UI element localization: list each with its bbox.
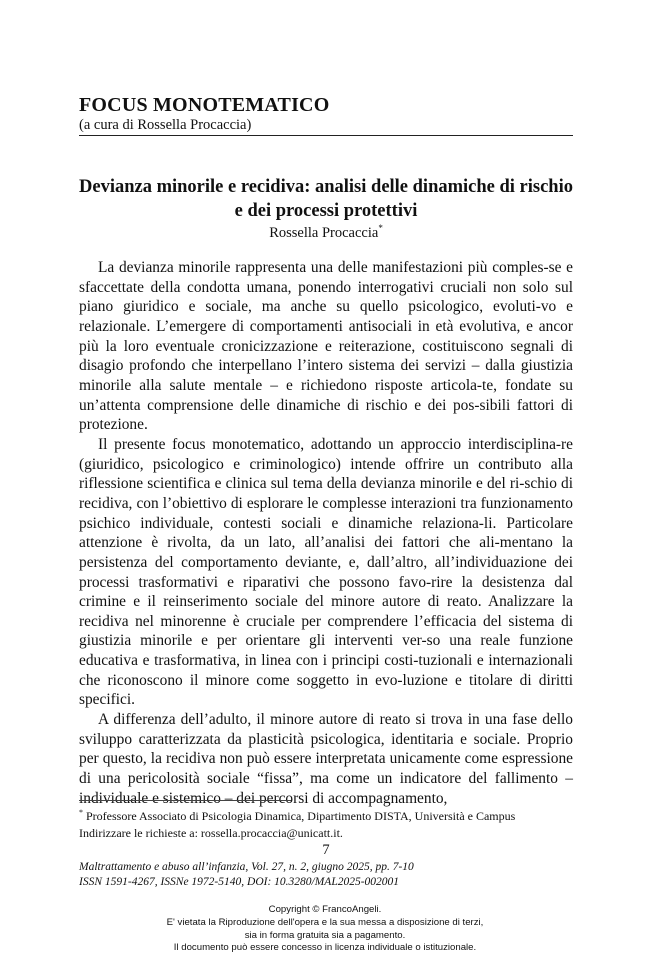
- section-header: [79, 94, 573, 136]
- article-body: [79, 258, 573, 808]
- journal-citation: Maltrattamento e abuso all’infanzia, Vol. 27, n. 2, giugno 2025, pp. 7-10: [79, 861, 414, 873]
- footnote-contact: Indirizzare le richieste a: rossella.procaccia@unicatt.it.: [79, 825, 343, 840]
- footnote: [79, 808, 573, 841]
- copyright-line: Copyright © FrancoAngeli.: [268, 904, 382, 915]
- body-paragraph: A differenza dell’adulto, il minore autore di reato si trova in una fase dello sviluppo caratterizzata da plasticità psicologica, identitaria e sociale. Proprio per questo, la recidiva non può essere interpretata unicamente come espressione di una pericolosità sociale “fissa”, ma come un indicatore del fallimento – individuale e sistemico – dei percorsi di accompagnamento,: [79, 711, 573, 807]
- section-title: FOCUS MONOTEMATICO: [79, 94, 330, 116]
- journal-identifiers: ISSN 1591-4267, ISSNe 1972-5140, DOI: 10.3280/MAL2025-002001: [79, 876, 400, 888]
- copyright-line: E' vietata la Riproduzione dell'opera e la sua messa a disposizione di terzi,: [166, 916, 484, 928]
- footnote-mark: *: [79, 808, 83, 817]
- body-paragraph: Il presente focus monotematico, adottando un approccio interdisciplina-re (giuridico, psicologico e criminologico) intende offrire un contributo alla riflessione scientifica e clinica sul tema della devianza minorile e del ri-schio di recidiva, con l’obiettivo di esplorare le complesse interazioni tra funzionamento psichico individuale, contesti sociali e dinamiche relaziona-li. Particolare attenzione è rivolta, da un lato, all’analisi dei fattori che ali-mentano la persistenza del comportamento deviante, e, dall’altro, all’individuazione dei processi trasformativi e riparativi che possono favo-rire la desistenza dal crimine e il reinserimento sociale del minore autore di reato. Analizzare la recidiva nel minorenne è cruciale per comprendere l’efficacia del sistema di giustizia minorile e per orientare gli interventi ver-so una reale funzione educativa e trasformativa, in linea con i principi costi-tuzionali e internazionali che riconoscono il minore come soggetto in evo-luzione e titolare di diritti specifici.: [79, 435, 573, 709]
- footnote-rule: [79, 800, 291, 801]
- header-rule: [79, 135, 573, 136]
- footnote-affiliation: * Professore Associato di Psicologia Dinamica, Dipartimento DISTA, Università e Campus: [79, 808, 516, 823]
- copyright-line: sia in forma gratuita sia a pagamento.: [244, 929, 406, 941]
- journal-info: [79, 860, 573, 890]
- page-number: 7: [322, 842, 330, 858]
- copyright-line: Il documento può essere concesso in licenza individuale o istituzionale.: [173, 942, 477, 954]
- author-footnote-mark[interactable]: *: [378, 223, 383, 234]
- body-paragraph: La devianza minorile rappresenta una delle manifestazioni più comples-se e sfaccettate della condotta umana, ponendo interrogativi cruciali non solo sul piano giuridico e sociale, ma anche su quello psicologico, evoluti-vo e relazionale. L’emergere di comportamenti antisociali in età evolutiva, e ancor più la loro eventuale cronicizzazione e reiterazione, costituiscono segnali di disagio profondo che interpellano l’intero sistema dei servizi – dalla giustizia minorile alla salute mentale – e richiedono risposte articola-te, fondate su un’attenta comprensione delle dinamiche di rischio e dei pos-sibili fattori di protezione.: [79, 259, 573, 434]
- author-line: [79, 224, 573, 242]
- section-subtitle: (a cura di Rossella Procaccia): [79, 117, 252, 133]
- article-title: Devianza minorile e recidiva: analisi delle dinamiche di rischio e dei processi protettivi: [79, 177, 573, 221]
- copyright-notice: [0, 904, 650, 955]
- author-name: Rossella Procaccia: [269, 225, 379, 241]
